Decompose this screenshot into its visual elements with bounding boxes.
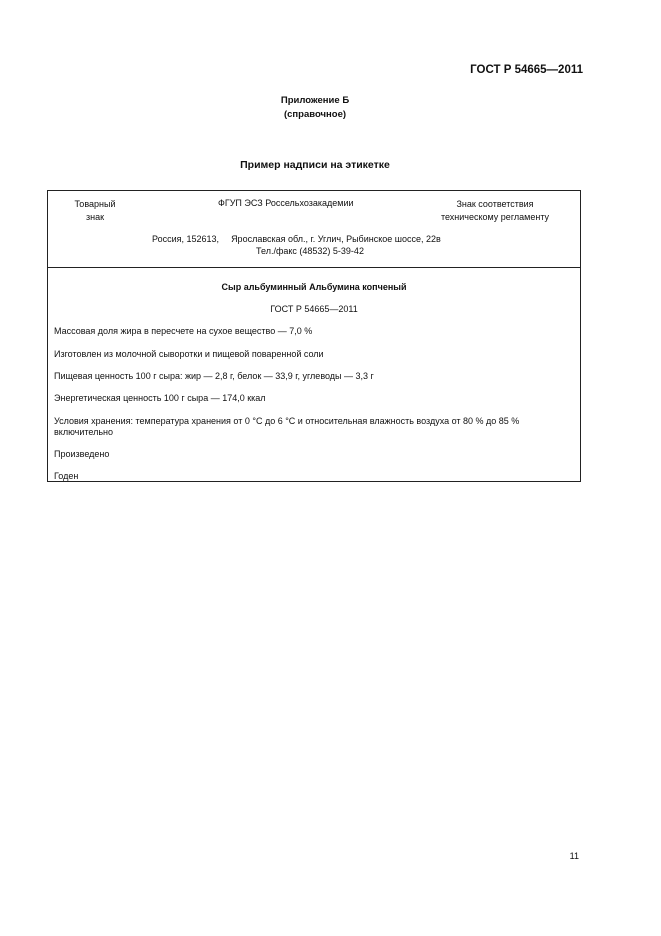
- fat-content-text: Массовая доля жира в пересчете на сухое вещество — 7,0 %: [54, 326, 313, 336]
- appendix-subtitle: (справочное): [283, 109, 347, 120]
- trademark-line2: знак: [85, 212, 105, 222]
- address-street: Ярославская обл., г. Углич, Рыбинское шоссе, 22в: [231, 234, 441, 244]
- conformity-cell: [420, 198, 570, 224]
- phone-fax: Тел./факс (48532) 5-39-42: [256, 246, 364, 256]
- document-code: ГОСТ Р 54665—2011: [470, 64, 583, 76]
- address-block: [152, 233, 441, 257]
- page-number: 11: [569, 851, 579, 861]
- energy-text: Энергетическая ценность 100 г сыра — 174,0 ккал: [54, 393, 266, 403]
- product-standard: ГОСТ Р 54665—2011: [270, 304, 358, 314]
- produced-text: Произведено: [54, 449, 110, 459]
- nutrition-text: Пищевая ценность 100 г сыра: жир — 2,8 г, белок — 33,9 г, углеводы — 3,3 г: [54, 371, 374, 381]
- label-example-box: [47, 190, 581, 482]
- address-country: Россия, 152613,: [152, 234, 220, 244]
- product-name: Сыр альбуминный Альбумина копченый: [221, 282, 407, 292]
- section-title: Пример надписи на этикетке: [240, 159, 390, 171]
- organization-name: ФГУП ЭСЗ Россельхозакадемии: [218, 198, 354, 208]
- trademark-cell: [62, 198, 128, 224]
- label-header: [48, 191, 580, 268]
- valid-until-text: Годен: [54, 471, 79, 481]
- conformity-line2: техническому регламенту: [440, 212, 550, 222]
- appendix-title: Приложение Б: [280, 95, 350, 106]
- composition-text: Изготовлен из молочной сыворотки и пищевой поваренной соли: [54, 349, 324, 359]
- conformity-line1: Знак соответствия: [456, 199, 534, 209]
- trademark-line1: Товарный: [74, 199, 116, 209]
- storage-text: Условия хранения: температура хранения от 0 °С до 6 °С и относительная влажность воздуха от 80 % до 85 % включительно: [54, 416, 520, 437]
